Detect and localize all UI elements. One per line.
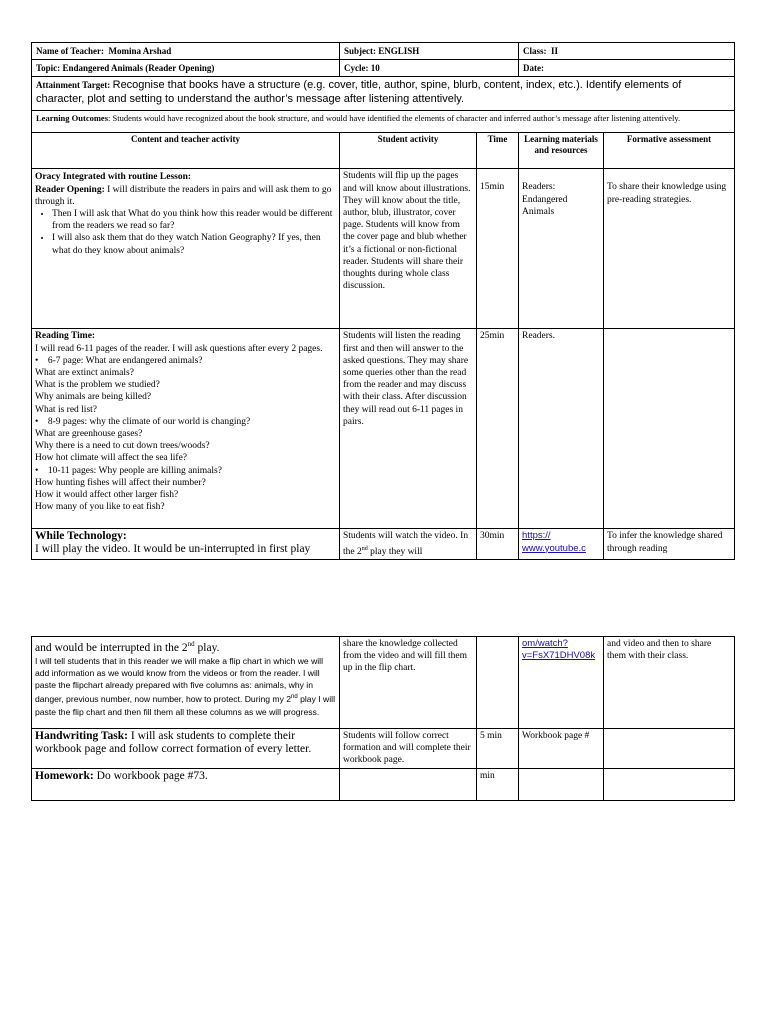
outcomes-row xyxy=(32,111,735,133)
technology-text: I will play the video. It would be un-interrupted in first play xyxy=(35,543,311,556)
reading-row xyxy=(32,329,735,529)
reading-question: What is red list? xyxy=(35,404,97,415)
oracy-materials-cell: Readers: Endangered Animals xyxy=(519,169,604,329)
reading-intro: I will read 6-11 pages of the reader. I will ask questions after every 2 pages. xyxy=(35,343,323,354)
list-item: • I will also ask them that do they watch Nation Geography? If yes, then what do they know about animals? xyxy=(52,232,336,256)
handwriting-student-cell: Students will follow correct formation and will complete their workbook page. xyxy=(340,729,477,769)
technology-materials-cell-2 xyxy=(519,637,604,729)
technology-assessment-cell: To infer the knowledge shared through reading xyxy=(604,529,735,560)
technology-time-cell-2 xyxy=(477,637,519,729)
homework-row xyxy=(32,768,735,800)
reading-question: What is the problem we studied? xyxy=(35,380,160,391)
handwriting-assessment-cell xyxy=(604,729,735,769)
oracy-content-cell xyxy=(32,169,340,329)
attainment-cell xyxy=(32,77,735,111)
technology-materials-cell xyxy=(519,529,604,560)
reading-question: How hunting fishes will affect their number? xyxy=(35,477,206,488)
col-student-header: Student activity xyxy=(340,133,477,169)
cycle-value: 10 xyxy=(370,63,380,74)
column-header-row xyxy=(32,133,735,169)
homework-materials-cell xyxy=(519,768,604,800)
list-item: • Then I will ask that What do you think how this reader would be different from the readers we read so far? xyxy=(52,208,336,232)
outcomes-label: Learning Outcomes xyxy=(36,113,109,124)
subject-cell xyxy=(340,43,519,60)
reading-question: How hot climate will affect the sea life? xyxy=(35,453,188,464)
class-cell xyxy=(519,43,735,60)
youtube-link[interactable]: https:// www.youtube.c xyxy=(522,530,586,554)
subject-label: Subject: xyxy=(344,46,376,56)
homework-content-cell xyxy=(32,768,340,800)
reading-bullet-3: • 10-11 pages: Why people are killing animals? xyxy=(35,465,222,476)
technology-student-cell: Students will watch the video. In the 2nd play they will xyxy=(340,529,477,560)
reading-question: How many of you like to eat fish? xyxy=(35,502,165,513)
reading-question: How it would affect other larger fish? xyxy=(35,490,179,501)
topic-value: Endangered Animals (Reader Opening) xyxy=(62,63,215,74)
teacher-name: Momina Arshad xyxy=(108,46,172,56)
technology-row-part-2 xyxy=(32,637,735,729)
technology-content-cell-2 xyxy=(32,637,340,729)
reading-student-cell: Students will listen the reading first and then will answer to the asked questions. They may share some queries other than the read from the reader and may discuss with their class. After discussion they will read out 6-11 pages in pairs. xyxy=(340,329,477,529)
header-row-1 xyxy=(32,43,735,60)
handwriting-title: Handwriting Task: xyxy=(35,730,128,742)
reader-opening-label: Reader Opening: xyxy=(35,184,105,195)
teacher-label: Name of Teacher: xyxy=(36,46,104,56)
reading-title: Reading Time: xyxy=(35,331,96,342)
col-content-header: Content and teacher activity xyxy=(32,133,340,169)
technology-student-cell-2: share the knowledge collected from the video and will fill them up in the flip chart. xyxy=(340,637,477,729)
technology-assessment-cell-2: and video and then to share them with their class. xyxy=(604,637,735,729)
handwriting-text: I will ask students to complete their workbook page and follow correct formation of every letter. xyxy=(35,730,312,755)
oracy-title: Oracy Integrated with routine Lesson: xyxy=(35,172,192,183)
cycle-label: Cycle: xyxy=(344,63,369,74)
technology-text-continued: and would be interrupted in the 2nd play. xyxy=(35,640,220,654)
handwriting-content-cell xyxy=(32,729,340,769)
reading-bullet-1: • 6-7 page: What are endangered animals? xyxy=(35,355,203,366)
class-value: II xyxy=(551,46,559,56)
homework-student-cell xyxy=(340,768,477,800)
homework-assessment-cell xyxy=(604,768,735,800)
technology-title: While Technology: xyxy=(35,530,127,543)
handwriting-time-cell: 5 min xyxy=(477,729,519,769)
oracy-student-cell: Students will flip up the pages and will know about illustrations. They will know about the title, author, blub, illustrator, cover page. Students will know from the cover page and blub whether it’s a fictional or non-fictional reader. Students will share their thoughts during whole class discussion. xyxy=(340,169,477,329)
outcomes-cell xyxy=(32,111,735,133)
technology-content-cell xyxy=(32,529,340,560)
col-time-header: Time xyxy=(477,133,519,169)
topic-label: Topic: xyxy=(36,63,61,74)
cycle-cell xyxy=(340,60,519,77)
attainment-label: Attainment Target: xyxy=(36,80,111,91)
reading-bullet-2: • 8-9 pages: why the climate of our world is changing? xyxy=(35,416,251,427)
col-materials-header: Learning materials and resources xyxy=(519,133,604,169)
reading-assessment-cell xyxy=(604,329,735,529)
oracy-row xyxy=(32,169,735,329)
handwriting-materials-cell: Workbook page # xyxy=(519,729,604,769)
oracy-assessment-cell: To share their knowledge using pre-reading strategies. xyxy=(604,169,735,329)
date-label: Date: xyxy=(523,63,545,74)
homework-text: Do workbook page #73. xyxy=(93,769,208,782)
reading-content-cell xyxy=(32,329,340,529)
oracy-bullets xyxy=(35,208,336,257)
outcomes-text: : Students would have recognized about the book structure, and would have identified the elements of character and inferred author’s message after listening attentively. xyxy=(108,113,681,124)
oracy-time-cell: 15min xyxy=(477,169,519,329)
homework-time-cell: min xyxy=(477,768,519,800)
lesson-plan-table-page-1 xyxy=(31,42,735,560)
reading-time-cell: 25min xyxy=(477,329,519,529)
reading-question: What are extinct animals? xyxy=(35,368,134,379)
class-label: Class: xyxy=(523,46,547,56)
reading-question: Why there is a need to cut down trees/woods? xyxy=(35,441,210,452)
attainment-row xyxy=(32,77,735,111)
date-cell xyxy=(519,60,735,77)
reader-opening-text: I will distribute the readers in pairs and will ask them to go through it. xyxy=(35,184,332,207)
technology-time-cell: 30min xyxy=(477,529,519,560)
teacher-cell xyxy=(32,43,340,60)
reading-question: What are greenhouse gases? xyxy=(35,429,143,440)
header-row-2 xyxy=(32,60,735,77)
subject-value: ENGLISH xyxy=(378,46,420,56)
youtube-link-continued[interactable]: om/watch? v=FsX71DHV08k xyxy=(522,638,596,662)
topic-cell xyxy=(32,60,340,77)
flipchart-instructions: I will tell students that in this reader we will make a flip chart in which we will add information as we would know from the videos or from the reader. I will paste the flipchart already prepared with five columns as: animals, why in danger, previous number, now number, how to protect. During my 2nd play I will paste the flip chart and then fill them all these columns as we will progress. xyxy=(35,655,335,717)
lesson-plan-table-page-2 xyxy=(31,636,735,801)
technology-row-part-1 xyxy=(32,529,735,560)
reading-question: Why animals are being killed? xyxy=(35,392,152,403)
col-assessment-header: Formative assessment xyxy=(604,133,735,169)
attainment-text: Recognise that books have a structure (e.g. cover, title, author, spine, blurb, content, index, etc.). Identify elements of character, plot and setting to understand the author’s message after listening attentively. xyxy=(36,79,682,105)
handwriting-row xyxy=(32,729,735,769)
reading-materials-cell: Readers. xyxy=(519,329,604,529)
homework-title: Homework: xyxy=(35,769,94,782)
